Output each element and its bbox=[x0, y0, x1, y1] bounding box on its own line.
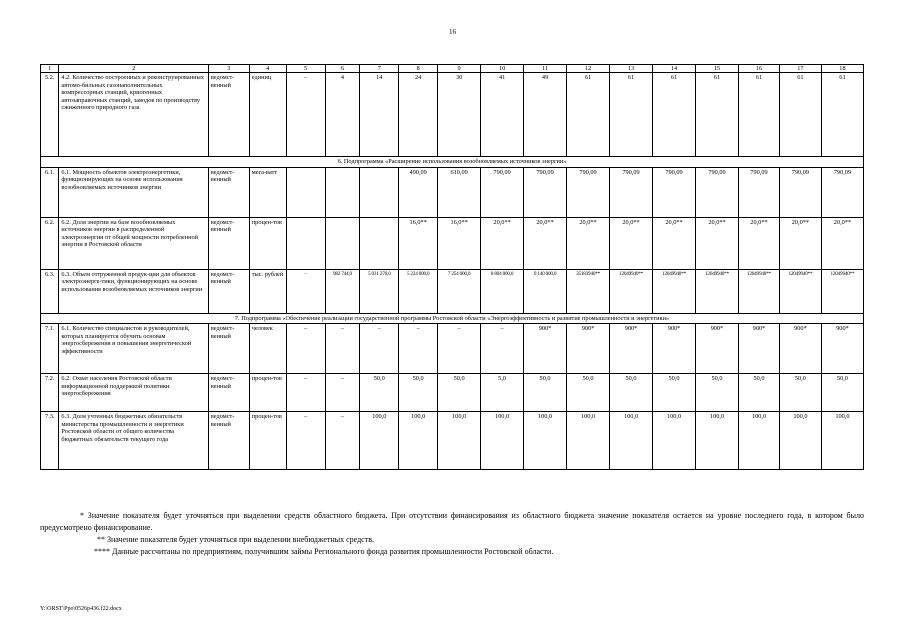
header-cell: 7 bbox=[360, 65, 399, 73]
value-cell: 50,0 bbox=[567, 374, 610, 412]
section-row bbox=[41, 157, 864, 168]
value-cell: 12049940** bbox=[696, 269, 739, 313]
value-cell: 50,0 bbox=[610, 374, 653, 412]
value-cell: 900* bbox=[821, 324, 863, 374]
value-cell: 24 bbox=[399, 73, 438, 157]
value-cell: – bbox=[286, 269, 325, 313]
unit-of-measure: процен-тов bbox=[249, 374, 286, 412]
header-cell: 2 bbox=[59, 65, 208, 73]
table-body bbox=[41, 65, 864, 470]
value-cell: 35183940** bbox=[567, 269, 610, 313]
unit-of-measure: мега-ватт bbox=[249, 167, 286, 217]
value-cell: 61 bbox=[696, 73, 739, 157]
value-cell: 7 254 000,0 bbox=[438, 269, 481, 313]
value-cell: 100,0 bbox=[610, 412, 653, 470]
unit-of-measure: единиц bbox=[249, 73, 286, 157]
header-cell: 8 bbox=[399, 65, 438, 73]
section-row bbox=[41, 313, 864, 324]
value-cell: – bbox=[325, 412, 360, 470]
indicator-name: 6.2. Охват населения Ростовской области информационной поддержкой политики энергосбережения bbox=[59, 374, 208, 412]
value-cell: 5 031 270,0 bbox=[360, 269, 399, 313]
header-cell: 11 bbox=[524, 65, 567, 73]
value-cell: 20,0** bbox=[524, 217, 567, 269]
value-cell: 20,0** bbox=[610, 217, 653, 269]
value-cell: 100,0 bbox=[360, 412, 399, 470]
value-cell: 790,09 bbox=[821, 167, 863, 217]
value-cell: – bbox=[286, 374, 325, 412]
data-source: ведомст-венный bbox=[208, 167, 249, 217]
header-cell: 16 bbox=[739, 65, 780, 73]
header-cell: 3 bbox=[208, 65, 249, 73]
value-cell: 900* bbox=[653, 324, 696, 374]
value-cell: 9 140 000,0 bbox=[524, 269, 567, 313]
value-cell: – bbox=[399, 324, 438, 374]
header-cell: 6 bbox=[325, 65, 360, 73]
value-cell: 20,0** bbox=[739, 217, 780, 269]
data-source: ведомст-венный bbox=[208, 73, 249, 157]
table-row bbox=[41, 167, 864, 217]
value-cell: 20,0** bbox=[696, 217, 739, 269]
table-row bbox=[41, 324, 864, 374]
value-cell: 790,09 bbox=[696, 167, 739, 217]
value-cell: 20,0** bbox=[779, 217, 821, 269]
value-cell: 100,0 bbox=[481, 412, 524, 470]
value-cell: 20,0** bbox=[653, 217, 696, 269]
value-cell: 50,0 bbox=[360, 374, 399, 412]
indicator-name: 6.1. Мощность объектов электроэнергетики, функционирующих на основе использования возобновляемых источников энергии bbox=[59, 167, 208, 217]
value-cell: 14 bbox=[360, 73, 399, 157]
value-cell: 900* bbox=[696, 324, 739, 374]
row-number: 6.2. bbox=[41, 217, 59, 269]
indicator-name: 6.1. Количество специалистов и руководителей, которых планируется обучить основам энергосбережения и повышения энергетической эффективности bbox=[59, 324, 208, 374]
header-cell: 12 bbox=[567, 65, 610, 73]
value-cell: 8 804 000,0 bbox=[481, 269, 524, 313]
value-cell: 610,09 bbox=[438, 167, 481, 217]
indicator-name: 6.3. Доля учтенных бюджетных обязательств министерства промышленности и энергетики Ростовской области от общего количества бюджетных обязательств текущего года bbox=[59, 412, 208, 470]
indicator-name: 6.3. Объем отгруженной продук-ции для объектов электроэнерге-тики, функционирующих на основе использования возобновляемых источников энергии bbox=[59, 269, 208, 313]
value-cell: 5 224 000,0 bbox=[399, 269, 438, 313]
value-cell: 50,0 bbox=[696, 374, 739, 412]
data-source: ведомст-венный bbox=[208, 324, 249, 374]
indicator-name: 6.2. Доля энергии на базе возобновляемых источников энергии в распределенной электроэнергии от общей мощности потребленной энергии в Ростовской области bbox=[59, 217, 208, 269]
value-cell: 790,09 bbox=[567, 167, 610, 217]
header-cell: 4 bbox=[249, 65, 286, 73]
value-cell: 982 744,0 bbox=[325, 269, 360, 313]
footnote-2: ** Значение показателя будет уточняться при выделении внебюджетных средств. bbox=[97, 535, 375, 544]
header-cell: 15 bbox=[696, 65, 739, 73]
value-cell bbox=[360, 217, 399, 269]
value-cell: 12049940** bbox=[610, 269, 653, 313]
value-cell: – bbox=[286, 412, 325, 470]
value-cell: 100,0 bbox=[399, 412, 438, 470]
value-cell: 61 bbox=[739, 73, 780, 157]
value-cell: 900* bbox=[739, 324, 780, 374]
value-cell: 12049940** bbox=[821, 269, 863, 313]
value-cell: 50,0 bbox=[779, 374, 821, 412]
value-cell: 61 bbox=[779, 73, 821, 157]
data-source: ведомст-венный bbox=[208, 217, 249, 269]
data-source: ведомст-венный bbox=[208, 412, 249, 470]
value-cell: 50,0 bbox=[438, 374, 481, 412]
value-cell: – bbox=[286, 73, 325, 157]
header-row bbox=[41, 65, 864, 73]
value-cell: 100,0 bbox=[653, 412, 696, 470]
value-cell: 20,0** bbox=[567, 217, 610, 269]
value-cell: – bbox=[438, 324, 481, 374]
indicators-table bbox=[40, 64, 864, 470]
row-number: 6.1. bbox=[41, 167, 59, 217]
value-cell: 100,0 bbox=[696, 412, 739, 470]
header-cell: 14 bbox=[653, 65, 696, 73]
value-cell bbox=[360, 167, 399, 217]
value-cell: 20,0** bbox=[481, 217, 524, 269]
section-title: 6. Подпрограмма «Расширение использования возобновляемых источников энергии» bbox=[41, 157, 864, 168]
value-cell: 100,0 bbox=[438, 412, 481, 470]
value-cell: 61 bbox=[653, 73, 696, 157]
value-cell: 100,0 bbox=[567, 412, 610, 470]
value-cell bbox=[286, 217, 325, 269]
data-source: ведомст-венный bbox=[208, 269, 249, 313]
table-row bbox=[41, 374, 864, 412]
value-cell: 12049940** bbox=[779, 269, 821, 313]
value-cell: 49 bbox=[524, 73, 567, 157]
value-cell: 41 bbox=[481, 73, 524, 157]
section-title: 7. Подпрограмма «Обеспечение реализации государственной программы Ростовской области «Энергоэффективность и развитие промышленности и энергетики» bbox=[41, 313, 864, 324]
value-cell bbox=[286, 167, 325, 217]
value-cell: 16,0** bbox=[438, 217, 481, 269]
value-cell: 790,09 bbox=[481, 167, 524, 217]
page-number: 16 bbox=[449, 28, 456, 36]
value-cell: 12049940** bbox=[739, 269, 780, 313]
header-cell: 1 bbox=[41, 65, 59, 73]
row-number: 7.2. bbox=[41, 374, 59, 412]
value-cell: 50,0 bbox=[653, 374, 696, 412]
table-row bbox=[41, 412, 864, 470]
unit-of-measure: человек bbox=[249, 324, 286, 374]
table-row bbox=[41, 73, 864, 157]
value-cell: – bbox=[360, 324, 399, 374]
value-cell bbox=[325, 167, 360, 217]
row-number: 5.2. bbox=[41, 73, 59, 157]
header-cell: 9 bbox=[438, 65, 481, 73]
value-cell: 790,09 bbox=[653, 167, 696, 217]
header-cell: 17 bbox=[779, 65, 821, 73]
value-cell: 490,09 bbox=[399, 167, 438, 217]
value-cell: 50,0 bbox=[821, 374, 863, 412]
value-cell: – bbox=[286, 324, 325, 374]
table-row bbox=[41, 269, 864, 313]
header-cell: 5 bbox=[286, 65, 325, 73]
value-cell: – bbox=[481, 324, 524, 374]
value-cell: 20,0** bbox=[821, 217, 863, 269]
value-cell: 790,09 bbox=[610, 167, 653, 217]
value-cell: 790,09 bbox=[524, 167, 567, 217]
file-path: Y:\ORST\Ppo\0526p436.f22.docx bbox=[40, 606, 122, 612]
value-cell bbox=[325, 217, 360, 269]
footnote-3: **** Данные рассчитаны по предприятиям, получившим займы Регионального фонда развития промышленности Ростовской области. bbox=[94, 547, 554, 556]
value-cell: – bbox=[325, 324, 360, 374]
row-number: 7.3. bbox=[41, 412, 59, 470]
row-number: 7.1. bbox=[41, 324, 59, 374]
value-cell: 50,0 bbox=[739, 374, 780, 412]
value-cell: 100,0 bbox=[524, 412, 567, 470]
row-number: 6.3. bbox=[41, 269, 59, 313]
value-cell: 30 bbox=[438, 73, 481, 157]
value-cell: 16,0** bbox=[399, 217, 438, 269]
header-cell: 18 bbox=[821, 65, 863, 73]
value-cell: 100,0 bbox=[739, 412, 780, 470]
value-cell: – bbox=[325, 374, 360, 412]
header-cell: 10 bbox=[481, 65, 524, 73]
value-cell: 4 bbox=[325, 73, 360, 157]
value-cell: 12049940** bbox=[653, 269, 696, 313]
unit-of-measure: процен-тов bbox=[249, 217, 286, 269]
value-cell: 50,0 bbox=[524, 374, 567, 412]
value-cell: 61 bbox=[821, 73, 863, 157]
value-cell: 900* bbox=[779, 324, 821, 374]
value-cell: 50,0 bbox=[399, 374, 438, 412]
footnote-1: * Значение показателя будет уточняться при выделении средств областного бюджета. При отсутствии финансирования из областного бюджета значение показателя остается на уровне последнего года, в котором было предусмотрено финансирование. bbox=[40, 511, 864, 532]
value-cell: 900* bbox=[524, 324, 567, 374]
value-cell: 100,0 bbox=[779, 412, 821, 470]
value-cell: 100,0 bbox=[821, 412, 863, 470]
unit-of-measure: тыс. рублей bbox=[249, 269, 286, 313]
unit-of-measure: процен-тов bbox=[249, 412, 286, 470]
value-cell: 790,09 bbox=[779, 167, 821, 217]
data-source: ведомст-венный bbox=[208, 374, 249, 412]
footnotes bbox=[40, 510, 864, 558]
value-cell: 790,09 bbox=[739, 167, 780, 217]
table-row bbox=[41, 217, 864, 269]
header-cell: 13 bbox=[610, 65, 653, 73]
value-cell: 61 bbox=[567, 73, 610, 157]
indicator-name: 4.2. Количество построенных и реконструированных автомо-бильных газонаполнительных компрессорных станций, криогенных автозаправочных станций, заводов по производству сжиженного природного газа bbox=[59, 73, 208, 157]
value-cell: 900* bbox=[610, 324, 653, 374]
value-cell: 900* bbox=[567, 324, 610, 374]
value-cell: 5,0 bbox=[481, 374, 524, 412]
value-cell: 61 bbox=[610, 73, 653, 157]
